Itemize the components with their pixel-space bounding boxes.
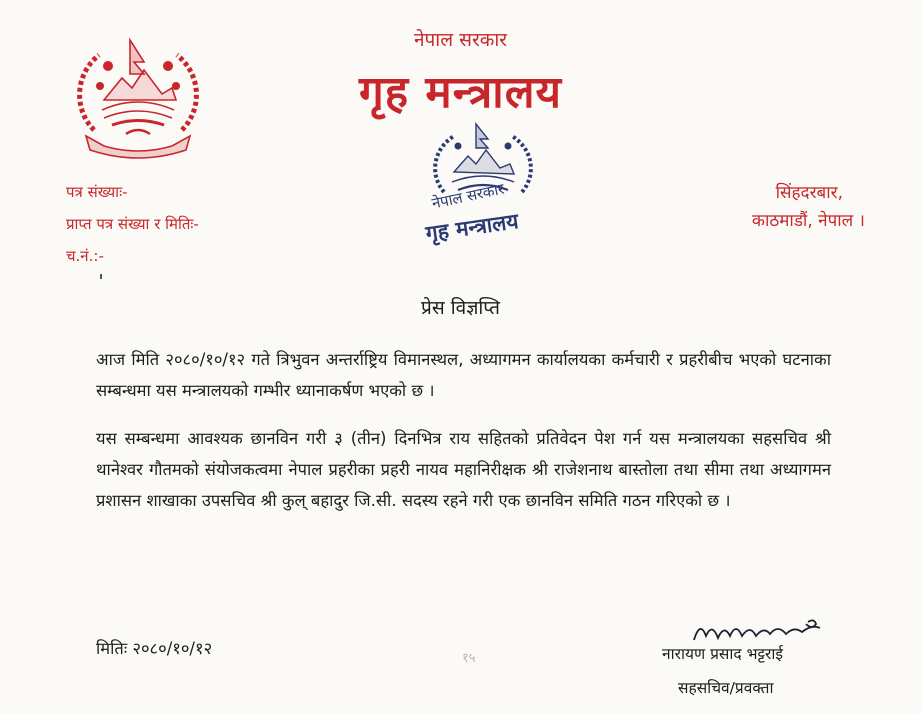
- address-line1: सिंहदरबार,: [775, 183, 843, 203]
- signer-name: नारायण प्रसाद भट्टराई: [662, 645, 784, 663]
- ref-patra-sankhya: पत्र संख्याः-: [66, 183, 128, 201]
- signer-title: सहसचिव/प्रवक्ता: [678, 679, 774, 697]
- nepal-coat-of-arms-icon: [64, 30, 212, 162]
- paragraph-2: यस सम्बन्धमा आवश्यक छानविन गरी ३ (तीन) दिनभित्र राय सहितको प्रतिवेदन पेश गर्न यस मन्त्रालयका सहसचिव श्री थानेश्वर गौतमको संयोजकत्वमा नेपाल प्रहरीका प्रहरी नायव महानिरीक्षक श्री राजेशनाथ बास्तोला तथा सीमा तथा अध्यागमन प्रशासन शाखाका उपसचिव श्री कुल् बहादुर जि.सी. सदस्य रहने गरी एक छानविन समिति गठन गरिएको छ ।: [96, 429, 831, 510]
- faint-mark: १५: [462, 651, 476, 666]
- government-name: नेपाल सरकार: [413, 29, 508, 51]
- address-line2: काठमाडौं, नेपाल ।: [751, 211, 865, 231]
- ministry-name: गृह मन्त्रालय: [358, 67, 563, 118]
- issue-date: मितिः २०८०/१०/१२: [96, 639, 213, 658]
- ref-prapt-patra: प्राप्त पत्र संख्या र मितिः-: [66, 215, 199, 233]
- seal-text-line1: नेपाल सरकार: [430, 179, 506, 213]
- paragraph-1: आज मिति २०८०/१०/१२ गते त्रिभुवन अन्तर्राष्ट्रिय विमानस्थल, अध्यागमन कार्यालयका कर्मचारी र प्रहरीबीच भएको घटनाका सम्बन्धमा यस मन्त्रालयको गम्भीर ध्यानाकर्षण भएको छ ।: [96, 350, 831, 400]
- press-release-title: प्रेस विज्ञप्ति: [421, 297, 500, 319]
- page-mark: [100, 274, 102, 279]
- ref-chalani: च.नं.:-: [66, 247, 104, 265]
- seal-text-line2: गृह मन्त्रालय: [424, 209, 520, 246]
